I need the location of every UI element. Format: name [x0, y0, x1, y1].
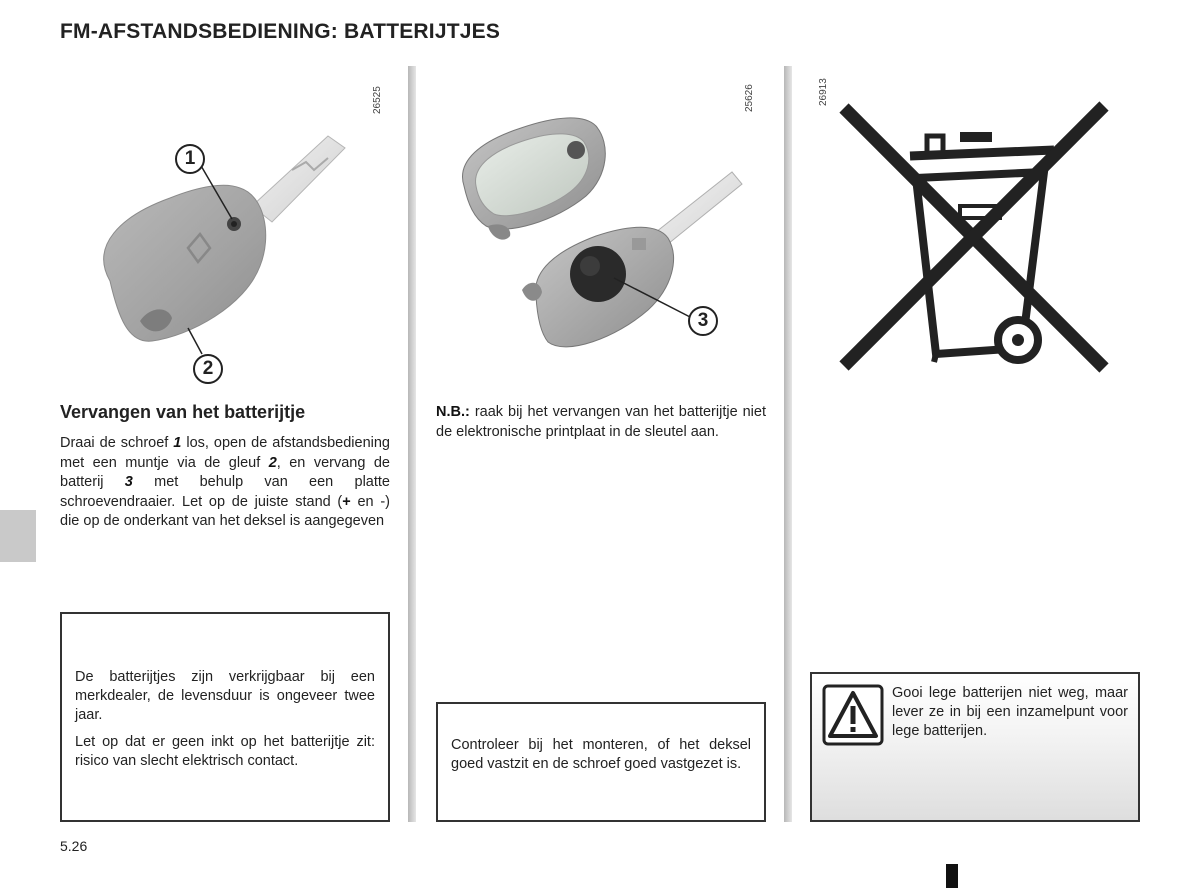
- info-box-batteries: [60, 612, 390, 822]
- warning-box: [810, 672, 1140, 822]
- plus-sign: +: [342, 493, 351, 510]
- key-closed-illustration: [60, 66, 390, 386]
- instruction-paragraph: [60, 434, 390, 532]
- callout-1: 1: [175, 144, 205, 174]
- text-run: Draai de schroef: [60, 435, 174, 451]
- page-number: 5.26: [60, 838, 88, 854]
- figure-number: 25626: [744, 84, 755, 112]
- figure-key-closed: [60, 66, 390, 386]
- info-text: Controleer bij het monteren, of het deksel goed vastzit en de schroef goed vastgezet is.: [451, 737, 751, 772]
- warning-text: Gooi lege batterijen niet weg, maar lever ze in bij een inzamelpunt voor lege batterijen.: [892, 685, 1128, 739]
- key-open-illustration: [436, 66, 766, 386]
- chapter-tab: [0, 510, 36, 562]
- figure-key-open: [436, 66, 766, 386]
- column-divider-right: [784, 66, 792, 822]
- note-label: N.B.:: [436, 404, 470, 420]
- page-edge-marker: [946, 864, 958, 888]
- info-text: De batterijtjes zijn verkrijgbaar bij een merkdealer, de levensduur is ongeveer twee jaar.: [75, 669, 375, 723]
- crossed-bin-icon: [812, 66, 1142, 386]
- info-box-mounting: [436, 702, 766, 822]
- figure-recycling-symbol: [812, 66, 1142, 386]
- figure-number: 26525: [372, 86, 383, 114]
- text-run: en -) die op de onderkant van het deksel is aangegeven: [60, 493, 390, 529]
- text-run: los, open de afstandsbediening met een muntje via de gleuf: [60, 435, 390, 471]
- section-heading: Vervangen van het batterijtje: [60, 402, 306, 422]
- figure-number: 26913: [818, 78, 829, 106]
- callout-2: 2: [193, 354, 223, 384]
- text-run: met behulp van een platte schroevendraaier. Let op de juiste stand (: [60, 474, 390, 510]
- page-title: FM-AFSTANDSBEDIENING: BATTERIJTJES: [60, 20, 501, 43]
- reference-number: 1: [173, 435, 182, 451]
- text-run: , en vervang de batterij: [60, 454, 390, 490]
- note-text: raak bij het vervangen van het batterijtje niet de elektronische printplaat in de sleutel aan.: [436, 404, 766, 440]
- note-paragraph: [436, 403, 766, 442]
- reference-number: 2: [268, 454, 277, 471]
- callout-3: 3: [688, 306, 718, 336]
- info-text: Let op dat er geen inkt op het batterijtje zit: risico van slecht elektrisch contact.: [75, 734, 375, 769]
- column-divider-left: [408, 66, 416, 822]
- reference-number: 3: [124, 474, 133, 490]
- warning-icon: [822, 684, 884, 746]
